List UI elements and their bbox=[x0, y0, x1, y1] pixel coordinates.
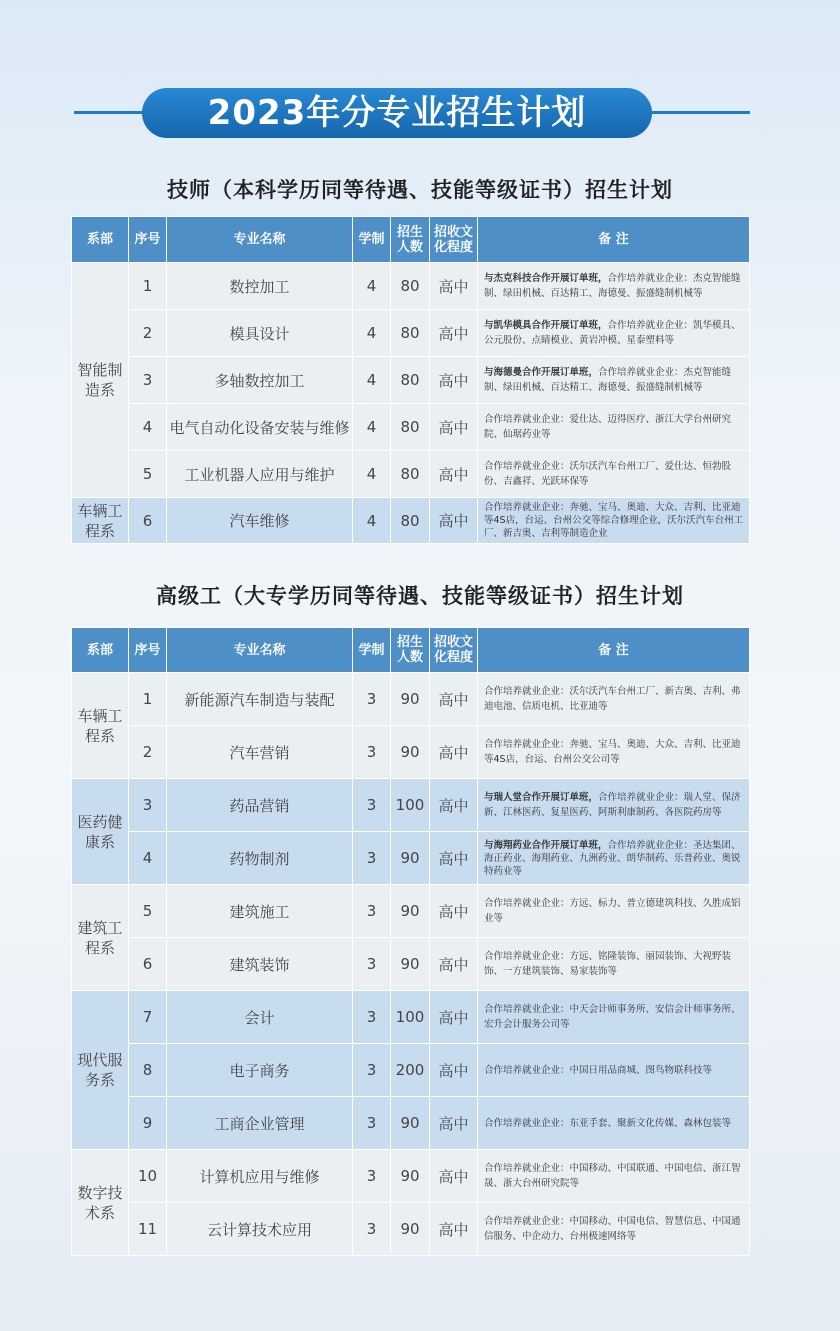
dept-cell: 医药健康系 bbox=[72, 779, 129, 885]
table-row bbox=[72, 263, 750, 310]
row-years: 3 bbox=[353, 1203, 391, 1256]
row-remark bbox=[478, 1150, 750, 1203]
row-level: 高中 bbox=[430, 357, 478, 404]
remark-text: 合作培养就业企业：瑞人堂、保济新、江林医药、复星医药、阿斯利康制药、各医院药房等 bbox=[484, 792, 741, 818]
row-count: 90 bbox=[391, 1150, 430, 1203]
table-row bbox=[72, 498, 750, 544]
row-years: 3 bbox=[353, 726, 391, 779]
row-years: 3 bbox=[353, 1097, 391, 1150]
row-remark bbox=[478, 263, 750, 310]
row-years: 3 bbox=[353, 1150, 391, 1203]
table-row bbox=[72, 357, 750, 404]
row-years: 3 bbox=[353, 779, 391, 832]
row-remark bbox=[478, 1097, 750, 1150]
table-row bbox=[72, 885, 750, 938]
table-row bbox=[72, 673, 750, 726]
row-remark bbox=[478, 404, 750, 451]
remark-text: 合作培养就业企业：东亚手套、聚新文化传媒、森林包装等 bbox=[484, 1117, 732, 1129]
row-no: 10 bbox=[129, 1150, 167, 1203]
row-years: 4 bbox=[353, 498, 391, 544]
remark-text: 合作培养就业企业：沃尔沃汽车台州工厂、爱仕达、恒勃股份、吉鑫祥、光跃环保等 bbox=[484, 461, 732, 487]
dept-cell: 车辆工程系 bbox=[72, 498, 129, 544]
row-major: 建筑装饰 bbox=[167, 938, 353, 991]
row-no: 9 bbox=[129, 1097, 167, 1150]
row-count: 80 bbox=[391, 451, 430, 498]
row-remark bbox=[478, 1203, 750, 1256]
dept-cell: 数字技术系 bbox=[72, 1150, 129, 1256]
table-row bbox=[72, 1097, 750, 1150]
row-major: 汽车维修 bbox=[167, 498, 353, 544]
row-no: 8 bbox=[129, 1044, 167, 1097]
table-row bbox=[72, 310, 750, 357]
remark-lead: 与海德曼合作开展订单班， bbox=[484, 367, 599, 378]
row-count: 80 bbox=[391, 404, 430, 451]
header-major: 专业名称 bbox=[167, 217, 353, 263]
table-row bbox=[72, 991, 750, 1044]
row-count: 90 bbox=[391, 832, 430, 885]
table-row bbox=[72, 938, 750, 991]
row-count: 90 bbox=[391, 673, 430, 726]
page-title: 2023年分专业招生计划 bbox=[142, 88, 652, 138]
header-level: 招收文化程度 bbox=[430, 217, 478, 263]
remark-text: 合作培养就业企业：爱仕达、迈得医疗、浙江大学台州研究院、仙琚药业等 bbox=[484, 414, 732, 440]
row-years: 3 bbox=[353, 885, 391, 938]
header-remark: 备 注 bbox=[478, 628, 750, 673]
row-major: 药物制剂 bbox=[167, 832, 353, 885]
row-years: 4 bbox=[353, 451, 391, 498]
row-major: 数控加工 bbox=[167, 263, 353, 310]
row-years: 3 bbox=[353, 832, 391, 885]
row-no: 2 bbox=[129, 726, 167, 779]
row-years: 4 bbox=[353, 310, 391, 357]
row-remark bbox=[478, 498, 750, 544]
row-level: 高中 bbox=[430, 991, 478, 1044]
row-level: 高中 bbox=[430, 498, 478, 544]
table-row bbox=[72, 1044, 750, 1097]
section2-subtitle: 高级工（大专学历同等待遇、技能等级证书）招生计划 bbox=[156, 584, 684, 608]
header-remark: 备 注 bbox=[478, 217, 750, 263]
senior-worker-plan-table bbox=[71, 627, 750, 1256]
row-level: 高中 bbox=[430, 451, 478, 498]
row-count: 100 bbox=[391, 779, 430, 832]
row-remark bbox=[478, 673, 750, 726]
remark-lead: 与瑞人堂合作开展订单班， bbox=[484, 792, 599, 803]
row-major: 药品营销 bbox=[167, 779, 353, 832]
dept-cell: 车辆工程系 bbox=[72, 673, 129, 779]
row-no: 11 bbox=[129, 1203, 167, 1256]
table-row bbox=[72, 726, 750, 779]
row-count: 90 bbox=[391, 1203, 430, 1256]
remark-text: 合作培养就业企业：中国移动、中国电信、智慧信息、中国通信服务、中企动力、台州极速网络等 bbox=[484, 1216, 741, 1242]
row-count: 90 bbox=[391, 1097, 430, 1150]
row-major: 云计算技术应用 bbox=[167, 1203, 353, 1256]
header-major: 专业名称 bbox=[167, 628, 353, 673]
row-remark bbox=[478, 726, 750, 779]
row-remark bbox=[478, 357, 750, 404]
row-major: 模具设计 bbox=[167, 310, 353, 357]
banner-line-right bbox=[640, 111, 750, 114]
header-no: 序号 bbox=[129, 628, 167, 673]
remark-text: 合作培养就业企业：奔驰、宝马、奥迪、大众、吉利、比亚迪等4S店，台运、台州公交等综合修理企业，沃尔沃汽车台州工厂、新吉奥、吉利等制造企业 bbox=[484, 502, 744, 539]
header-dept: 系部 bbox=[72, 217, 129, 263]
table-row bbox=[72, 779, 750, 832]
row-level: 高中 bbox=[430, 832, 478, 885]
row-level: 高中 bbox=[430, 263, 478, 310]
row-count: 80 bbox=[391, 357, 430, 404]
dept-cell: 现代服务系 bbox=[72, 991, 129, 1150]
row-remark bbox=[478, 310, 750, 357]
remark-text: 合作培养就业企业：中天会计师事务所、安信会计师事务所、宏升会计服务公司等 bbox=[484, 1004, 741, 1030]
row-level: 高中 bbox=[430, 1203, 478, 1256]
table-row bbox=[72, 832, 750, 885]
section1-subtitle: 技师（本科学历同等待遇、技能等级证书）招生计划 bbox=[167, 178, 673, 202]
header-dept: 系部 bbox=[72, 628, 129, 673]
header-no: 序号 bbox=[129, 217, 167, 263]
row-count: 90 bbox=[391, 938, 430, 991]
row-level: 高中 bbox=[430, 1044, 478, 1097]
row-no: 2 bbox=[129, 310, 167, 357]
technician-plan-table bbox=[71, 216, 750, 544]
header-count: 招生人数 bbox=[391, 628, 430, 673]
row-no: 4 bbox=[129, 832, 167, 885]
remark-text: 合作培养就业企业：圣达集团、海正药业、海翔药业、九洲药业、朗华制药、乐普药业、奥锐特药业等 bbox=[484, 839, 741, 877]
header-years: 学制 bbox=[353, 628, 391, 673]
row-major: 计算机应用与维修 bbox=[167, 1150, 353, 1203]
row-major: 建筑施工 bbox=[167, 885, 353, 938]
row-no: 4 bbox=[129, 404, 167, 451]
row-count: 90 bbox=[391, 726, 430, 779]
row-major: 汽车营销 bbox=[167, 726, 353, 779]
row-level: 高中 bbox=[430, 310, 478, 357]
row-no: 5 bbox=[129, 885, 167, 938]
remark-text: 合作培养就业企业：杰克智能缝制、绿田机械、百达精工、海德曼、振盛缝制机械等 bbox=[484, 273, 741, 299]
row-remark bbox=[478, 885, 750, 938]
row-remark bbox=[478, 938, 750, 991]
remark-lead: 与杰克科技合作开展订单班， bbox=[484, 273, 608, 284]
remark-text: 合作培养就业企业：中国日用品商城、图鸟物联科技等 bbox=[484, 1064, 713, 1076]
row-level: 高中 bbox=[430, 885, 478, 938]
row-count: 80 bbox=[391, 498, 430, 544]
row-major: 多轴数控加工 bbox=[167, 357, 353, 404]
row-no: 6 bbox=[129, 938, 167, 991]
row-years: 3 bbox=[353, 991, 391, 1044]
header-level: 招收文化程度 bbox=[430, 628, 478, 673]
row-years: 4 bbox=[353, 404, 391, 451]
row-years: 3 bbox=[353, 1044, 391, 1097]
row-count: 90 bbox=[391, 885, 430, 938]
row-remark bbox=[478, 991, 750, 1044]
remark-text: 合作培养就业企业：沃尔沃汽车台州工厂、新吉奥、吉利、弗迪电池、信质电机、比亚迪等 bbox=[484, 686, 741, 712]
table-header-row bbox=[72, 217, 750, 263]
dept-cell: 智能制造系 bbox=[72, 263, 129, 498]
row-years: 4 bbox=[353, 263, 391, 310]
row-years: 3 bbox=[353, 673, 391, 726]
remark-text: 合作培养就业企业：凯华模具、公元股份、点睛模业、黄岩冲模、星泰塑料等 bbox=[484, 320, 741, 346]
row-major: 电气自动化设备安装与维修 bbox=[167, 404, 353, 451]
row-level: 高中 bbox=[430, 726, 478, 779]
row-count: 200 bbox=[391, 1044, 430, 1097]
row-level: 高中 bbox=[430, 1150, 478, 1203]
row-level: 高中 bbox=[430, 779, 478, 832]
row-major: 工商企业管理 bbox=[167, 1097, 353, 1150]
row-count: 80 bbox=[391, 263, 430, 310]
row-no: 3 bbox=[129, 779, 167, 832]
row-remark bbox=[478, 779, 750, 832]
table-row bbox=[72, 1203, 750, 1256]
row-remark bbox=[478, 451, 750, 498]
table-row bbox=[72, 451, 750, 498]
table-row bbox=[72, 404, 750, 451]
row-years: 4 bbox=[353, 357, 391, 404]
header-years: 学制 bbox=[353, 217, 391, 263]
remark-text: 合作培养就业企业：中国移动、中国联通、中国电信、浙江智晟、浙大台州研究院等 bbox=[484, 1163, 741, 1189]
remark-text: 合作培养就业企业：杰克智能缝制、绿田机械、百达精工、海德曼、振盛缝制机械等 bbox=[484, 367, 732, 393]
row-no: 7 bbox=[129, 991, 167, 1044]
dept-cell: 建筑工程系 bbox=[72, 885, 129, 991]
table-row bbox=[72, 1150, 750, 1203]
row-major: 工业机器人应用与维护 bbox=[167, 451, 353, 498]
row-count: 80 bbox=[391, 310, 430, 357]
remark-text: 合作培养就业企业：奔驰、宝马、奥迪、大众、吉利、比亚迪等4S店，台运、台州公交公司等 bbox=[484, 739, 741, 765]
remark-lead: 与海翔药业合作开展订单班， bbox=[484, 839, 608, 851]
row-no: 3 bbox=[129, 357, 167, 404]
remark-text: 合作培养就业企业：方远、标力、普立德建筑科技、久胜成铝业等 bbox=[484, 898, 741, 924]
row-level: 高中 bbox=[430, 938, 478, 991]
row-remark bbox=[478, 832, 750, 885]
row-no: 5 bbox=[129, 451, 167, 498]
row-level: 高中 bbox=[430, 1097, 478, 1150]
row-no: 1 bbox=[129, 673, 167, 726]
row-major: 电子商务 bbox=[167, 1044, 353, 1097]
header-count: 招生人数 bbox=[391, 217, 430, 263]
row-major: 新能源汽车制造与装配 bbox=[167, 673, 353, 726]
row-remark bbox=[478, 1044, 750, 1097]
row-no: 1 bbox=[129, 263, 167, 310]
remark-lead: 与凯华模具合作开展订单班， bbox=[484, 320, 608, 331]
row-major: 会计 bbox=[167, 991, 353, 1044]
row-no: 6 bbox=[129, 498, 167, 544]
remark-text: 合作培养就业企业：方远、铭隆装饰、丽园装饰、大视野装饰、一方建筑装饰、易家装饰等 bbox=[484, 951, 732, 977]
row-level: 高中 bbox=[430, 404, 478, 451]
row-level: 高中 bbox=[430, 673, 478, 726]
table-header-row bbox=[72, 628, 750, 673]
row-years: 3 bbox=[353, 938, 391, 991]
row-count: 100 bbox=[391, 991, 430, 1044]
